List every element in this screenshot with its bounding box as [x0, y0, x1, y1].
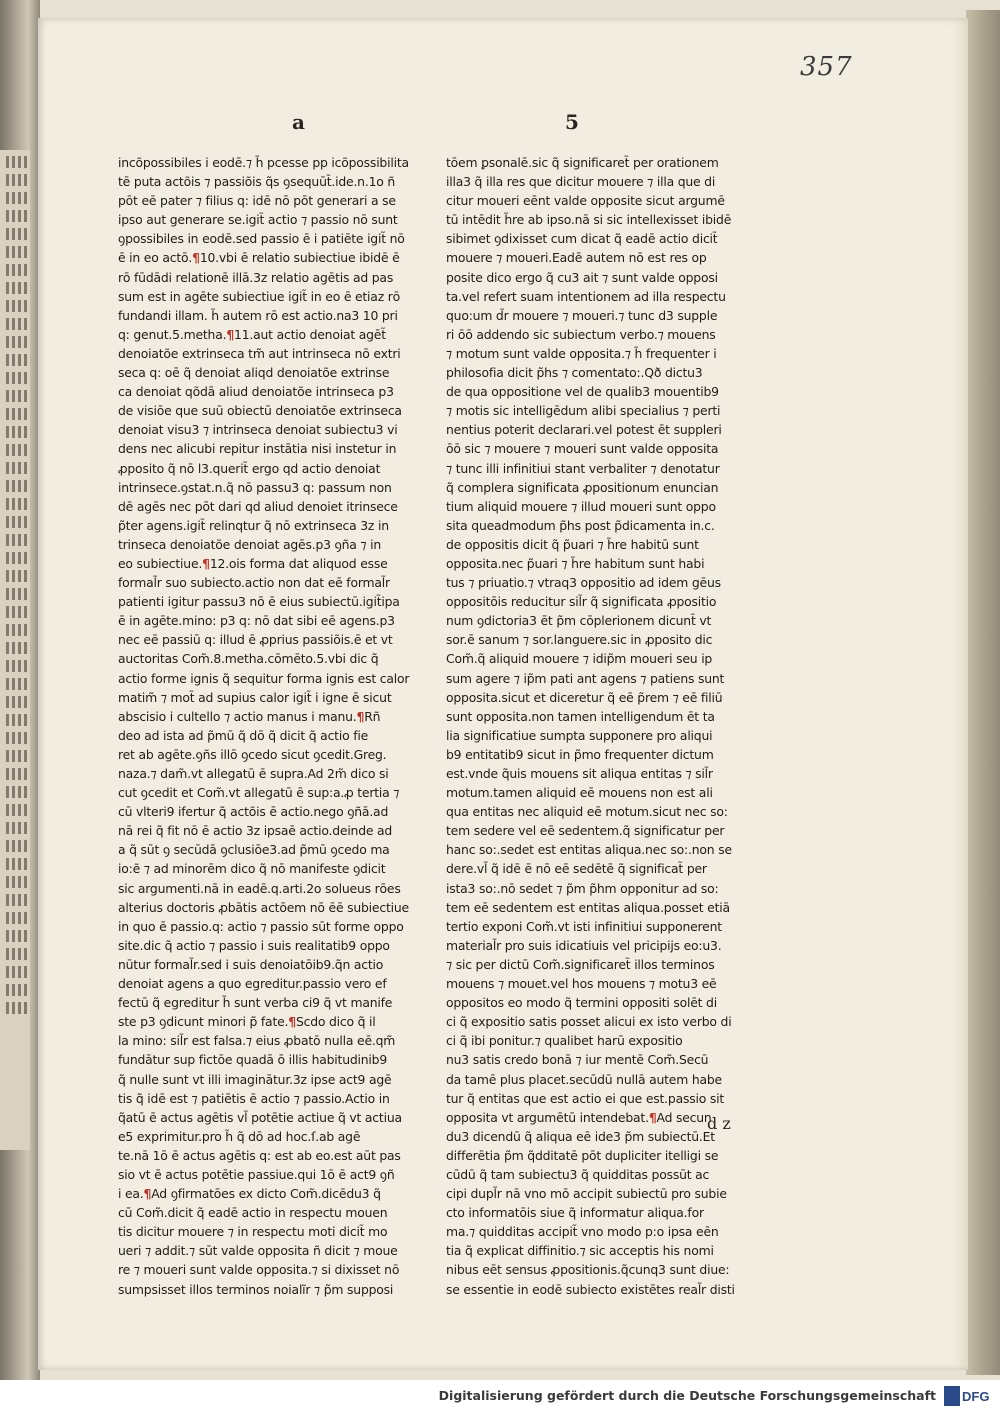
- text-line: sumpsisset illos terminos noialĩr ⁊ p̃m supposi: [118, 1281, 394, 1297]
- text-line: nentius poterit declarari.vel potest ēt suppleri: [446, 422, 722, 438]
- footer-bar: [0, 1380, 1000, 1414]
- text-line: incõpossibiles i eodē.⁊ h̃ pcesse pp icõpossibilita: [118, 155, 409, 170]
- text-line: pōt eē pater ⁊ filius q: idē nō pōt generari a se: [118, 193, 396, 209]
- text-line: i ea.¶Ad ꝯfirmatōes ex dicto Com̃.dicēdu3 q̃: [118, 1186, 381, 1202]
- text-line: la mino: sil̃r est falsa.⁊ eius ꝓbatō nulla eē.qm̃: [118, 1033, 396, 1049]
- page-fore-edge: [966, 10, 1000, 1375]
- paragraph-mark: ¶: [226, 326, 235, 342]
- text-line: ista3 so:.nō sedet ⁊ p̃m p̃hm opponitur ad so:: [446, 880, 719, 896]
- text-line: ē in agēte.mino: p3 q: nō dat sibi eē agens.p3: [118, 613, 395, 629]
- text-line: rō fūdādi relationē illā.3z relatio agētis ad pas: [118, 269, 394, 285]
- text-line: tur q̃ entitas que est actio ei que est.passio sit: [446, 1090, 724, 1106]
- text-line: cū Com̃.dicit q̃ eadē actio in respectu mouen: [118, 1205, 388, 1221]
- text-line: matim̃ ⁊ mot̃ ad supius calor igit̃ i igne ē sicut: [118, 689, 392, 705]
- text-line: a q̃ sūt ꝯ secūdā ꝯclusiōe3.ad p̃mū ꝯcedo ma: [118, 842, 390, 858]
- text-line: illa3 q̃ illa res que dicitur mouere ⁊ illa que di: [446, 174, 716, 190]
- text-line: p̃ter agens.igit̃ relinqtur q̃ nō extrinseca 3z in: [118, 517, 389, 533]
- funding-credit: Digitalisierung gefördert durch die Deutsche Forschungsgemeinschaft: [438, 1388, 936, 1403]
- text-line: sita queadmodum p̃hs post p̃dicamenta in.c.: [446, 517, 715, 533]
- text-line: opposita.sicut et diceretur q̃ eē p̃rem ⁊ eē filiū: [446, 689, 723, 705]
- text-line: eo subiectiue.¶12.ois forma dat aliquod esse: [118, 555, 388, 571]
- text-line: ꝯpossibiles in eodē.sed passio ē i patiēte igit̃ nō: [118, 231, 405, 247]
- paragraph-mark: ¶: [288, 1014, 296, 1030]
- text-line: nā rei q̃ fit nō ē actio 3z ipsaē actio.deinde ad: [118, 823, 393, 839]
- paragraph-mark: ¶: [202, 555, 210, 571]
- text-line: ci q̃ ibi ponitur.⁊ qualibet harū expositio: [446, 1033, 683, 1049]
- text-line: tem eē sedentem est entitas aliqua.posset etiā: [446, 899, 730, 915]
- text-line: ci q̃ expositio satis posset alicui ex isto verbo di: [446, 1014, 732, 1030]
- text-line: dē agēs nec pōt dari qd aliud denoiet itrinsece: [118, 498, 398, 514]
- text-line: nec eē passiū q: illud ē ꝓprius passiõis.ē et vt: [118, 632, 393, 648]
- text-line: tertio exponi Com̃.vt isti infinitiui supponerent: [446, 918, 722, 934]
- text-line: dere.vl̃ q̃ idē ē nō eē sedētē q̃ significat̃ per: [446, 861, 707, 877]
- text-line: seca q: oē q̃ denoiat aliqd denoiatõe extrinse: [118, 365, 390, 381]
- text-line: nu3 satis credo bonā ⁊ iur mentē Com̃.Secū: [446, 1052, 709, 1068]
- text-line: e5 exprimitur.pro h̃ q̃ dō ad hoc.ſ.ab agē: [118, 1128, 361, 1144]
- text-line: abscisio i cultello ⁊ actio manus i manu.¶Rñ: [118, 708, 381, 724]
- text-line: mouens ⁊ mouet.vel hos mouens ⁊ motu3 eē: [446, 976, 717, 992]
- text-line: de qua oppositione vel de qualib3 mouentib9: [446, 384, 719, 400]
- text-line: ma.⁊ quidditas accipit̃ vno modo p:o ipsa eēn: [446, 1224, 719, 1240]
- dfg-logo-text: DFG: [962, 1389, 990, 1404]
- text-line: actio forme ignis q̃ sequitur forma ignis est calor: [118, 670, 410, 686]
- text-line: denoiat agens a quo egreditur.passio vero ef: [118, 976, 387, 992]
- text-line: in quo ē passio.q: actio ⁊ passio sūt forme oppo: [118, 918, 404, 934]
- text-line: ⁊ motum sunt valde opposita.⁊ h̃ frequenter i: [446, 345, 717, 361]
- text-line: sum est in agēte subiectiue igit̃ in eo ē etiaz rō: [118, 288, 401, 304]
- text-line: io:ẽ ⁊ ad minorēm dico q̃ nō manifeste ꝯdicit: [118, 861, 386, 877]
- text-line: motum.tamen aliquid eē mouens non est ali: [446, 785, 713, 801]
- text-line: denoiat visu3 ⁊ intrinseca denoiat subiectu3 vi: [118, 422, 398, 438]
- text-line: num ꝯdictoria3 ēt p̃m cōplerionem dicunt̃ vt: [446, 613, 712, 629]
- text-line: posite dico ergo q̃ cu3 ait ⁊ sunt valde opposi: [446, 269, 718, 285]
- text-line: quo:um d̃r mouere ⁊ moueri.⁊ tunc d3 supple: [446, 307, 718, 323]
- text-line: b9 entitatib9 sicut in p̃mo frequenter dictum: [446, 746, 714, 762]
- text-line: tium aliquid mouere ⁊ illud moueri sunt oppo: [446, 498, 716, 514]
- text-line: sum agere ⁊ ip̃m pati ant agens ⁊ patiens sunt: [446, 670, 725, 686]
- text-line: qua entitas nec aliquid eē motum.sicut nec so:: [446, 804, 728, 820]
- paragraph-mark: ¶: [192, 250, 200, 266]
- text-line: q̃ nulle sunt vt illi imaginātur.3z ipse act9 agē: [118, 1071, 392, 1087]
- text-line: cipi dupl̃r nā vno mō accipit subiectū pro subie: [446, 1186, 727, 1202]
- folio-number: 357: [800, 52, 853, 82]
- text-line: ri ōō addendo sic subiectum verbo.⁊ mouens: [446, 326, 716, 342]
- text-line: dens nec alicubi repitur instātia nisi instetur in: [118, 441, 397, 457]
- text-line: ueri ⁊ addit.⁊ sūt valde opposita ñ dicit ⁊ moue: [118, 1243, 398, 1259]
- text-line: tis dicitur mouere ⁊ in respectu moti dicit̃ mo: [118, 1224, 388, 1240]
- text-line: tōem ꝑsonalē.sic q̃ significaret̃ per orationem: [446, 155, 719, 170]
- text-line: patienti igitur passu3 nō ē eius subiectū.igit̃ipa: [118, 594, 400, 610]
- text-line: ret ab agēte.ꝯñs illō ꝯcedo sicut ꝯcedit.Greg.: [118, 746, 387, 762]
- text-line: sunt opposita.non tamen intelligendum ēt ta: [446, 708, 715, 724]
- text-line: intrinsece.ꝯstat.n.q̃ nō passu3 q: passum non: [118, 479, 392, 495]
- signature-mark-right: 5: [565, 110, 579, 134]
- text-line: te.nā 1ō ē actus agētis q: est ab eo.est aūt pas: [118, 1147, 401, 1163]
- text-line: hanc so:.sedet est entitas aliqua.nec so:.non se: [446, 842, 732, 858]
- paragraph-mark: ¶: [356, 708, 365, 724]
- text-line: de visiōe que suū obiectū denoiatõe extrinseca: [118, 403, 402, 419]
- text-line: ipso aut generare se.igit̃ actio ⁊ passio nō sunt: [118, 212, 398, 228]
- text-line: tū intēdit h̃re ab ipso.nā si sic intellexisset ibidē: [446, 212, 732, 228]
- text-line: q̃atū ē actus agētis vl̃ potētie actiue q̃ vt actiua: [118, 1109, 402, 1125]
- text-line: de oppositis dicit q̃ p̃uari ⁊ h̃re habitū sunt: [446, 536, 699, 552]
- text-line: cūdū q̃ tam subiectu3 q̃ quidditas possūt ac: [446, 1166, 710, 1182]
- text-line: differētia p̃m q̃dditatē pōt dupliciter itelligi se: [446, 1147, 719, 1163]
- text-line: est.vnde q̃uis mouens sit aliqua entitas ⁊ sil̃r: [446, 766, 713, 781]
- text-line: nūtur formal̃r.sed i suis denoiatōib9.q̃n actio: [118, 956, 384, 972]
- text-line: auctoritas Com̃.8.metha.cōmēto.5.vbi dic q̃: [118, 651, 379, 667]
- text-line: ste p3 ꝯdicunt minori p̃ fate.¶Scdo dico q̃ il: [118, 1014, 376, 1030]
- text-line: tem sedere vel eē sedentem.q̃ significatur per: [446, 823, 725, 839]
- text-line: mouere ⁊ moueri.Eadē autem nō est res op: [446, 250, 707, 266]
- text-line: oppositos eo modo q̃ termini oppositi solēt di: [446, 995, 717, 1011]
- text-line: oppositōis reducitur sil̃r q̃ significata ꝓpositio: [446, 594, 717, 610]
- text-line: citur moueri eēnt valde opposite sicut argumē: [446, 193, 725, 209]
- text-line: cū vlteri9 ifertur q̃ actõis ē actio.nego ꝯñā.ad: [118, 804, 389, 820]
- text-line: ⁊ sic per dictū Com̃.significaret̃ illos terminos: [446, 956, 715, 972]
- text-line: nibus eēt sensus ꝓpositionis.q̃cunq3 sunt diue:: [446, 1262, 730, 1278]
- text-line: tus ⁊ priuatio.⁊ vtraq3 oppositio ad idem gēus: [446, 575, 721, 591]
- dfg-logo-icon: [944, 1384, 992, 1408]
- text-line: cut ꝯcedit et Com̃.vt allegatū ē sup:a.ꝓ tertia ⁊: [118, 785, 400, 801]
- text-line: sibimet ꝯdixisset cum dicat q̃ eadē actio dicit̃: [446, 231, 718, 247]
- text-line: ta.vel refert suam intentionem ad illa respectu: [446, 288, 726, 304]
- text-line: trinseca denoiatõe denoiat agēs.p3 ꝯña ⁊ in: [118, 536, 381, 552]
- text-line: material̃r pro suis idicatiuis vel pricipijs eo:u3.: [446, 937, 722, 953]
- text-line: ꝓposito q̃ nō l3.querit̃ ergo qd actio denoiat: [118, 460, 381, 476]
- text-line: sio vt ē actus potētie passiue.qui 1ō ē act9 ꝯñ: [118, 1166, 395, 1182]
- text-line: alterius doctoris ꝓbātis actōem nō ēē subiectiue: [118, 899, 409, 915]
- catchword: d z: [707, 1114, 731, 1133]
- text-line: denoiatõe extrinseca tm̃ aut intrinseca nō extri: [118, 345, 401, 361]
- text-line: da tamē plus placet.secūdū nullā autem habe: [446, 1071, 722, 1087]
- text-line: ōō sic ⁊ mouere ⁊ moueri sunt valde opposita: [446, 441, 719, 457]
- text-line: fundātur sup fictōe quadā ō illis habitudinib9: [118, 1052, 388, 1068]
- text-line: q: genut.5.metha.¶11.aut actio denoiat agēt̃: [118, 326, 386, 342]
- text-line: naza.⁊ dam̃.vt allegatū ē supra.Ad 2m̃ dico si: [118, 766, 389, 781]
- text-line: site.dic q̃ actio ⁊ passio i suis realitatib9 oppo: [118, 937, 390, 953]
- left-text-column: [118, 153, 436, 1299]
- text-line: tis q̃ idē est ⁊ patiētis ē actio ⁊ passio.Actio in: [118, 1090, 390, 1106]
- text-line: du3 dicendū q̃ aliqua eē ide3 p̃m subiectū.Et: [446, 1128, 715, 1144]
- text-line: ⁊ tunc illi infinitiui stant verbaliter ⁊ denotatur: [446, 460, 720, 476]
- text-line: formal̃r suo subiecto.actio non dat eē formal̃r: [118, 575, 390, 591]
- text-line: opposita.nec p̃uari ⁊ h̃re habitum sunt habi: [446, 555, 705, 571]
- text-line: re ⁊ moueri sunt valde opposita.⁊ si dixisset nō: [118, 1262, 400, 1278]
- text-line: fectū q̃ egreditur h̃ sunt verba ci9 q̃ vt manife: [118, 995, 393, 1011]
- text-line: Com̃.q̃ aliquid mouere ⁊ idip̃m moueri seu ip: [446, 651, 713, 667]
- text-line: philosofia dicit p̃hs ⁊ comentato:.Qð dictu3: [446, 365, 703, 381]
- text-line: tē puta actõis ⁊ passiõis q̃s ꝯsequūt̃.ide.n.1o ñ: [118, 174, 396, 190]
- previous-page-edge: [0, 150, 30, 1150]
- text-line: fundandi illam. h̃ autem rō est actio.na3 10 pri: [118, 307, 398, 323]
- signature-mark-left: a: [292, 110, 305, 134]
- text-line: cto informatōis siue q̃ informatur aliqua.for: [446, 1205, 704, 1221]
- paragraph-mark: ¶: [143, 1186, 152, 1202]
- text-line: lia significatiue sumpta supponere pro aliqui: [446, 727, 713, 743]
- text-line: ē in eo actō.¶10.vbi ē relatio subiectiue ibidē ē: [118, 250, 400, 266]
- text-line: tia q̃ explicat diffinitio.⁊ sic acceptis his nomi: [446, 1243, 714, 1259]
- text-line: opposita vt argumētū intendebat.¶Ad secun: [446, 1109, 712, 1125]
- paragraph-mark: ¶: [648, 1109, 657, 1125]
- text-line: deo ad ista ad p̃mū q̃ dō q̃ dicit q̃ actio fie: [118, 727, 369, 743]
- text-line: ca denoiat qõdā aliud denoiatõe intrinseca p3: [118, 384, 394, 400]
- text-line: ⁊ motis sic intelligēdum alibi specialius ⁊ perti: [446, 403, 721, 419]
- text-line: se essentie in eodē subiecto existētes real̃r disti: [446, 1281, 735, 1297]
- text-line: sic argumenti.nā in eadē.q.arti.2o solueus rōes: [118, 880, 401, 896]
- text-line: sor.ē sanum ⁊ sor.languere.sic in ꝓposito dic: [446, 632, 713, 648]
- text-line: q̃ complera significata ꝓpositionum enuncian: [446, 479, 719, 495]
